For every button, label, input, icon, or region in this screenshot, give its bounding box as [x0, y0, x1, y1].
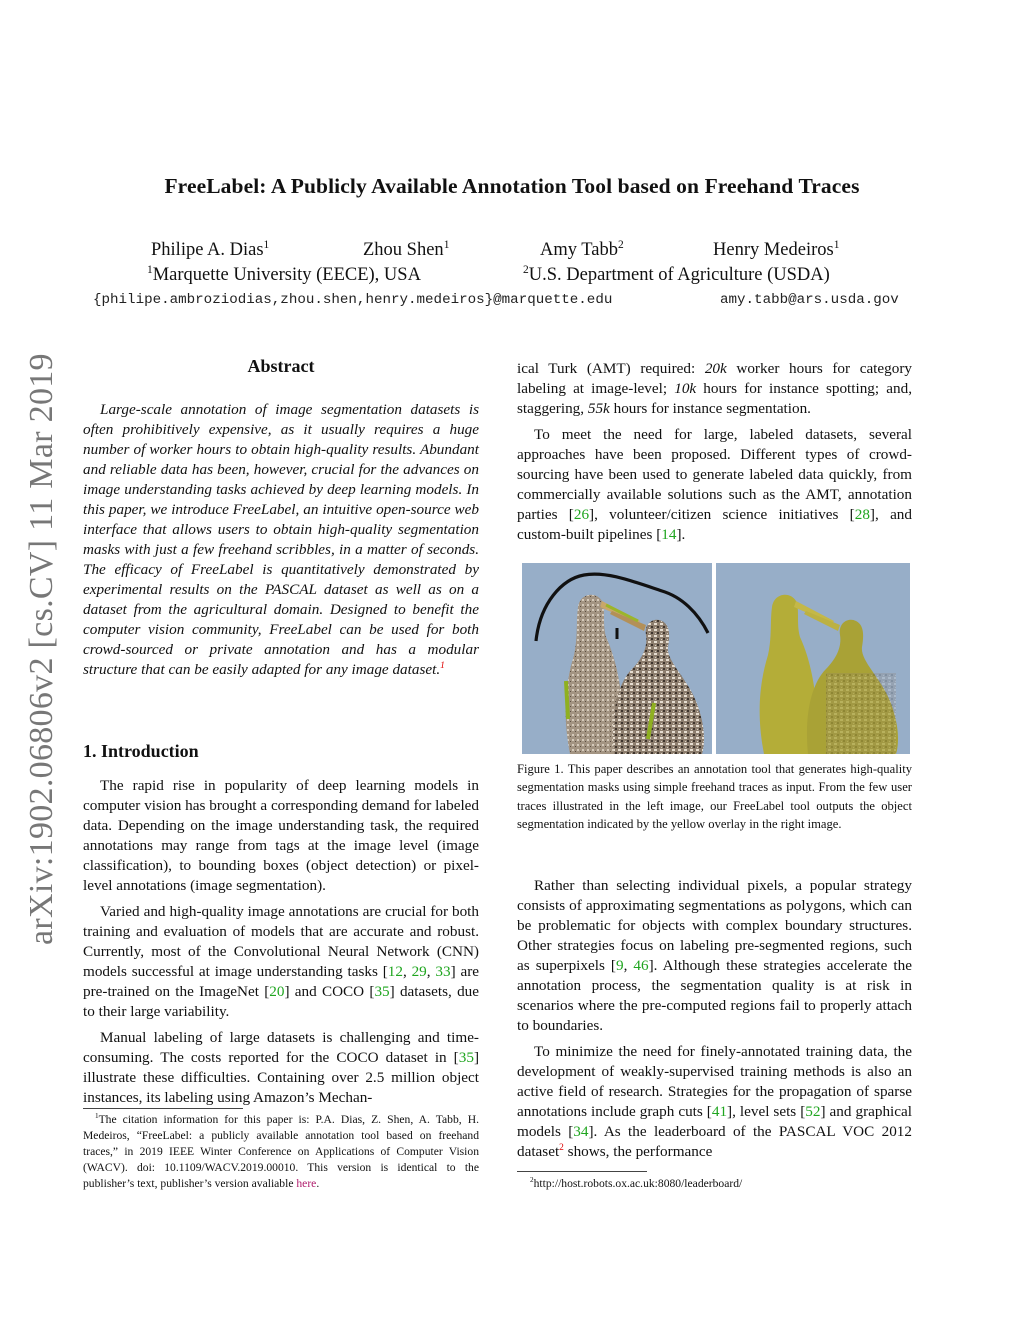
left-bird-scribble	[566, 681, 568, 719]
citation-52[interactable]: 52	[805, 1103, 821, 1120]
citation-28[interactable]: 28	[854, 506, 870, 523]
author-4: Henry Medeiros$^1$	[713, 238, 840, 260]
citation-34[interactable]: 34	[573, 1123, 589, 1140]
amt-paragraph: ical Turk (AMT) required: 20k worker hours for category labeling at image-level; 10k hours for instance spotting; and, staggering, 55k hours for instance segmentation.	[517, 360, 912, 417]
section-heading-introduction: 1. Introduction	[83, 741, 199, 761]
author-2: Zhou Shen$^1$	[363, 238, 450, 260]
citation-46[interactable]: 46	[633, 957, 649, 974]
figure-1-caption: Figure 1. This paper describes an annotation tool that generates high-quality segmentation masks using simple freehand traces as input. From the few user traces illustrated in the left image, our FreeLabel tool outputs the object segmentation indicated by the yellow overlay in the right image.	[517, 762, 912, 832]
figure-right-panel	[716, 563, 910, 754]
citation-41[interactable]: 41	[711, 1103, 728, 1120]
intro-body	[83, 776, 479, 1108]
intro-paragraph-2: Varied and high-quality image annotations are crucial for both training and evaluation of models that are accurate and robust. Currently, most of the Convolutional Neural Network (CNN) models successful at image understanding tasks [12, 29, 33] are pre-trained on the ImageNet [20] and COCO [35] datasets, due to their large variability.	[83, 903, 479, 1020]
affiliation-1: $^1$Marquette University (EECE), USA	[147, 263, 421, 285]
publisher-link[interactable]: here	[296, 1177, 317, 1191]
citation-26[interactable]: 26	[573, 506, 590, 523]
citation-29[interactable]: 29	[411, 963, 427, 980]
footnote-ref-2[interactable]: 2	[559, 1142, 564, 1153]
citation-12[interactable]: 12	[387, 963, 403, 980]
citation-14[interactable]: 14	[661, 526, 677, 543]
figure-1	[522, 563, 910, 754]
paper-title: FreeLabel: A Publicly Available Annotation Tool based on Freehand Traces	[164, 174, 860, 198]
citation-33[interactable]: 33	[435, 963, 451, 980]
intro-paragraph-3: Manual labeling of large datasets is challenging and time-consuming. The costs reported for the COCO dataset in [35] illustrate these difficulties. Containing over 2.5 million object instances, its labeling using Amazon’s Mechan-	[83, 1029, 479, 1106]
intro-paragraph-1: The rapid rise in popularity of deep learning models in computer vision has brought a corresponding demand for labeled data. Depending on the image understanding task, the required annotations may range from tags at the image level (image classification), to bounding boxes (object detection) or pixel-level annotations (image segmentation).	[83, 777, 479, 894]
footnote-divider	[83, 1108, 243, 1109]
footnote-2-divider	[517, 1171, 647, 1172]
affiliation-2: $^2$U.S. Department of Agriculture (USDA)	[523, 263, 830, 285]
crowdsourcing-paragraph: To meet the need for large, labeled datasets, several approaches have been proposed. Different types of crowd-sourcing have been used to generate labeled data quickly, from commercially available solutions such as the AMT, annotation parties [26], volunteer/citizen science initiatives [28], and custom-built pipelines [14].	[517, 426, 912, 543]
citation-20[interactable]: 20	[269, 983, 285, 1000]
footnote-1: $^1$The citation information for this paper is: P.A. Dias, Z. Shen, A. Tabb, H. Medeiros, “FreeLabel: a publicly available annotation tool based on freehand traces,” in 2019 IEEE Winter Conference on Applications of Computer Vision (WACV). doi: 10.1109/WACV.2019.00010. This version is identical to the publisher’s text, publisher’s version avaliable here.	[83, 1112, 479, 1191]
email-marquette: {philipe.ambroziodias,zhou.shen,henry.medeiros}@marquette.edu	[93, 292, 613, 308]
footnote-2: $^2$http://host.robots.ox.ac.uk:8080/leaderboard/	[530, 1176, 743, 1190]
citation-9[interactable]: 9	[615, 957, 624, 974]
abstract-text: Large-scale annotation of image segmentation datasets is often prohibitively expensive, as it usually requires a huge number of worker hours to obtain high-quality results. Abundant and reliable data has been, however, crucial for the advances on image understanding tasks achieved by deep learning models. In this paper, we introduce FreeLabel, an intuitive open-source web interface that allows users to obtain high-quality segmentation masks with just a few freehand scribbles, in a matter of seconds. The efficacy of FreeLabel is quantitatively demonstrated by experimental results on the PASCAL dataset as well as on a dataset from the agricultural domain. Designed to benefit the computer vision community, FreeLabel can be used for both crowd-sourced or private annotation and has a modular structure that can be easily adapted for any image dataset.$^1$	[83, 401, 479, 678]
footnote-ref-1[interactable]: 1	[440, 660, 445, 671]
polygon-paragraph: Rather than selecting individual pixels, a popular strategy consists of approximating segmentations as polygons, which can be problematic for objects with complex boundary structures. Other strategies focus on labeling pre-segmented regions, such as superpixels [9, 46]. Although these strategies accelerate the annotation process, the segmentation quality is at risk in scenarios where the pre-computed regions fail to properly attach to boundaries.	[517, 877, 912, 1034]
weakly-supervised-paragraph: To minimize the need for finely-annotated training data, the development of weakly-supervised training methods is also an active field of research. Strategies for the propagation of sparse annotations include graph cuts [41], level sets [52] and graphical models [34]. As the leaderboard of the PASCAL VOC 2012 dataset$^2$ shows, the performance	[517, 1043, 912, 1160]
right-column-top	[517, 359, 912, 545]
email-usda: amy.tabb@ars.usda.gov	[720, 292, 899, 308]
abstract-heading: Abstract	[247, 356, 315, 376]
arxiv-stamp: arXiv:1902.06806v2 [cs.CV] 11 Mar 2019	[23, 353, 60, 945]
author-1: Philipe A. Dias$^1$	[151, 238, 270, 260]
right-column-bottom	[517, 876, 912, 1162]
author-3: Amy Tabb$^2$	[540, 238, 624, 260]
citation-35b[interactable]: 35	[458, 1049, 474, 1066]
citation-35[interactable]: 35	[374, 983, 390, 1000]
figure-left-panel	[522, 563, 712, 754]
